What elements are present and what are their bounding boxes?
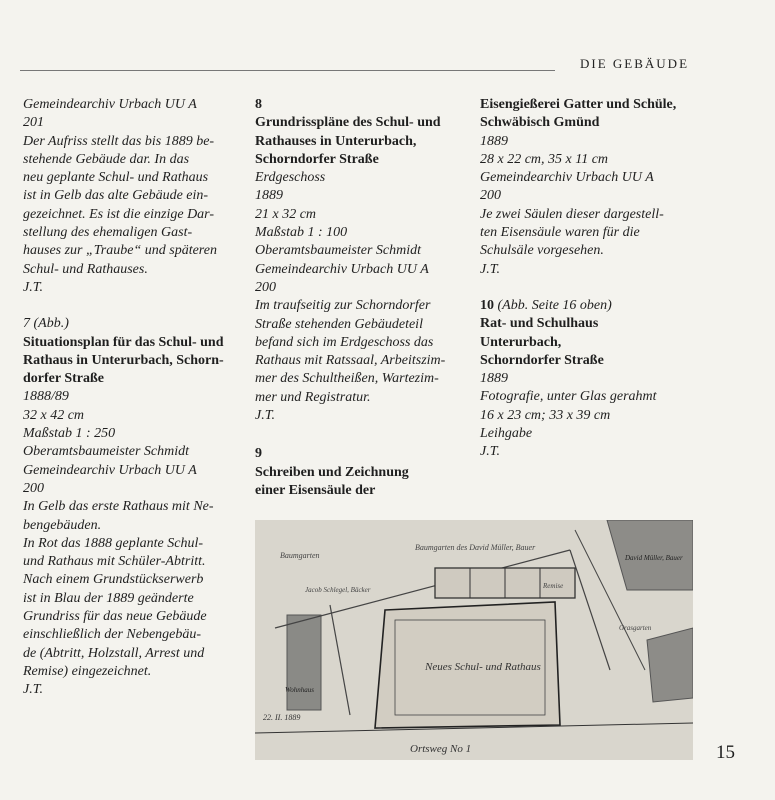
- archive-num: 200: [480, 188, 501, 204]
- street-label: Ortsweg No 1: [410, 743, 472, 755]
- entry-title-line: Schreiben und Zeichnung: [255, 464, 409, 480]
- site-plan-figure: [255, 520, 693, 760]
- garden-top-label: Baumgarten des David Müller, Bauer: [415, 543, 536, 552]
- desc-line: Je zwei Säulen dieser dargestell-: [480, 206, 664, 222]
- header-rule: [20, 70, 555, 71]
- column-1: [23, 96, 238, 700]
- entry-number-line: [480, 297, 710, 315]
- entry-author: Oberamtsbaumeister Schmidt: [255, 243, 422, 259]
- entry-size: 32 x 42 cm: [23, 407, 85, 423]
- column-2: [255, 96, 465, 500]
- desc-line: In Gelb das erste Rathaus mit Ne-: [23, 499, 214, 515]
- entry-loan: Leihgabe: [480, 426, 533, 442]
- desc-line: Im traufseitig zur Schorndorfer: [255, 298, 431, 314]
- desc-line: Schul- und Rathauses.: [23, 261, 148, 277]
- entry-title-line: Schwäbisch Gmünd: [480, 115, 600, 131]
- entry-size: 21 x 32 cm: [255, 206, 317, 222]
- entry-author: Oberamtsbaumeister Schmidt: [23, 444, 190, 460]
- entry-title-line: dorfer Straße: [23, 371, 104, 387]
- entry-title-line: Schorndorfer Straße: [255, 151, 379, 167]
- date-mark: 22. II. 1889: [263, 713, 301, 722]
- initials: J.T.: [480, 444, 500, 460]
- desc-line: Straße stehenden Gebäudeteil: [255, 316, 423, 332]
- remise-label: Remise: [543, 582, 564, 590]
- entry-date: 1889: [480, 371, 508, 387]
- entry-title-line: Rathauses in Unterurbach,: [255, 133, 417, 149]
- desc-line: Rathaus mit Ratssaal, Arbeitszim-: [255, 353, 446, 369]
- desc-line: In Rot das 1888 geplante Schul-: [23, 535, 204, 551]
- archive-num: 200: [23, 480, 44, 496]
- grasgarten-label: Grasgarten: [619, 624, 652, 632]
- column-3: [480, 96, 710, 462]
- archive-num: 200: [255, 279, 276, 295]
- entry-title-line: Rathaus in Unterurbach, Schorn-: [23, 352, 224, 368]
- entry-size: 28 x 22 cm, 35 x 11 cm: [480, 151, 609, 167]
- entry-floor: Erdgeschoss: [255, 170, 326, 186]
- desc-line: hauses zur „Traube“ und späteren: [23, 243, 217, 259]
- initials: J.T.: [23, 682, 43, 698]
- desc-line: Grundriss für das neue Gebäude: [23, 609, 207, 625]
- desc-line: einschließlich der Nebengebäu-: [23, 627, 202, 643]
- page-number: 15: [716, 742, 735, 763]
- desc-line: Nach einem Grundstückserwerb: [23, 572, 204, 588]
- desc-line: de (Abtritt, Holzstall, Arrest und: [23, 645, 205, 661]
- entry-number: 7 (Abb.): [23, 316, 69, 332]
- entry-date: 1889: [255, 188, 283, 204]
- entry-medium: Fotografie, unter Glas gerahmt: [480, 389, 657, 405]
- desc-line: mer des Schultheißen, Wartezim-: [255, 371, 439, 387]
- desc-line: und Rathaus mit Schüler-Abtritt.: [23, 554, 206, 570]
- entry-title-line: Unterurbach,: [480, 334, 562, 350]
- entry-size: 16 x 23 cm; 33 x 39 cm: [480, 407, 611, 423]
- entry-title-line: Situationsplan für das Schul- und: [23, 334, 224, 350]
- desc-line: Remise) eingezeichnet.: [23, 663, 152, 679]
- initials: J.T.: [23, 279, 43, 295]
- garden-left-label: Baumgarten: [280, 551, 320, 560]
- entry-date: 1889: [480, 133, 508, 149]
- desc-line: mer und Registratur.: [255, 389, 371, 405]
- entry-ref: (Abb. Seite 16 oben): [494, 297, 612, 313]
- entry-number: 10: [480, 297, 494, 313]
- archive-num: 201: [23, 115, 44, 131]
- desc-line: neu geplante Schul- und Rathaus: [23, 170, 209, 186]
- entry-number: 9: [255, 446, 262, 462]
- initials: J.T.: [255, 408, 275, 424]
- entry-title-line: einer Eisensäule der: [255, 482, 376, 498]
- desc-line: stehende Gebäude dar. In das: [23, 151, 190, 167]
- entry-title-line: Rat- und Schulhaus: [480, 316, 599, 332]
- owner-right-label: David Müller, Bauer: [625, 554, 683, 562]
- desc-line: ist in Blau der 1889 geänderte: [23, 590, 194, 606]
- desc-line: bengebäuden.: [23, 517, 102, 533]
- wohnhaus-label: Wohnhaus: [285, 686, 314, 694]
- desc-line: ten Eisensäule waren für die: [480, 225, 640, 241]
- entry-number: 8: [255, 97, 262, 112]
- entry-title-line: Schorndorfer Straße: [480, 352, 604, 368]
- initials: J.T.: [480, 261, 500, 277]
- archive-ref: Gemeindearchiv Urbach UU A: [480, 170, 654, 186]
- desc-line: Der Aufriss stellt das bis 1889 be-: [23, 133, 215, 149]
- archive-ref: Gemeindearchiv Urbach UU A: [23, 97, 197, 112]
- signature-label: Jacob Schlegel, Bäcker: [305, 586, 371, 594]
- neighbor-building-right: [647, 628, 693, 702]
- entry-scale: Maßstab 1 : 100: [255, 225, 348, 241]
- entry-title-line: Eisengießerei Gatter und Schüle,: [480, 97, 677, 112]
- archive-ref: Gemeindearchiv Urbach UU A: [23, 462, 197, 478]
- entry-date: 1888/89: [23, 389, 69, 405]
- entry-title-line: Grundrisspläne des Schul- und: [255, 115, 441, 131]
- desc-line: stellung des ehemaligen Gast-: [23, 225, 193, 241]
- desc-line: Schulsäle vorgesehen.: [480, 243, 604, 259]
- running-head: DIE GEBÄUDE: [580, 56, 690, 71]
- neighbor-building-left: [287, 615, 321, 710]
- desc-line: ist in Gelb das alte Gebäude ein-: [23, 188, 209, 204]
- archive-ref: Gemeindearchiv Urbach UU A: [255, 261, 429, 277]
- site-plan-drawing: [255, 520, 693, 760]
- entry-scale: Maßstab 1 : 250: [23, 426, 116, 442]
- building-label: Neues Schul- und Rathaus: [425, 661, 541, 673]
- desc-line: befand sich im Erdgeschoss das: [255, 334, 434, 350]
- desc-line: gezeichnet. Es ist die einzige Dar-: [23, 206, 215, 222]
